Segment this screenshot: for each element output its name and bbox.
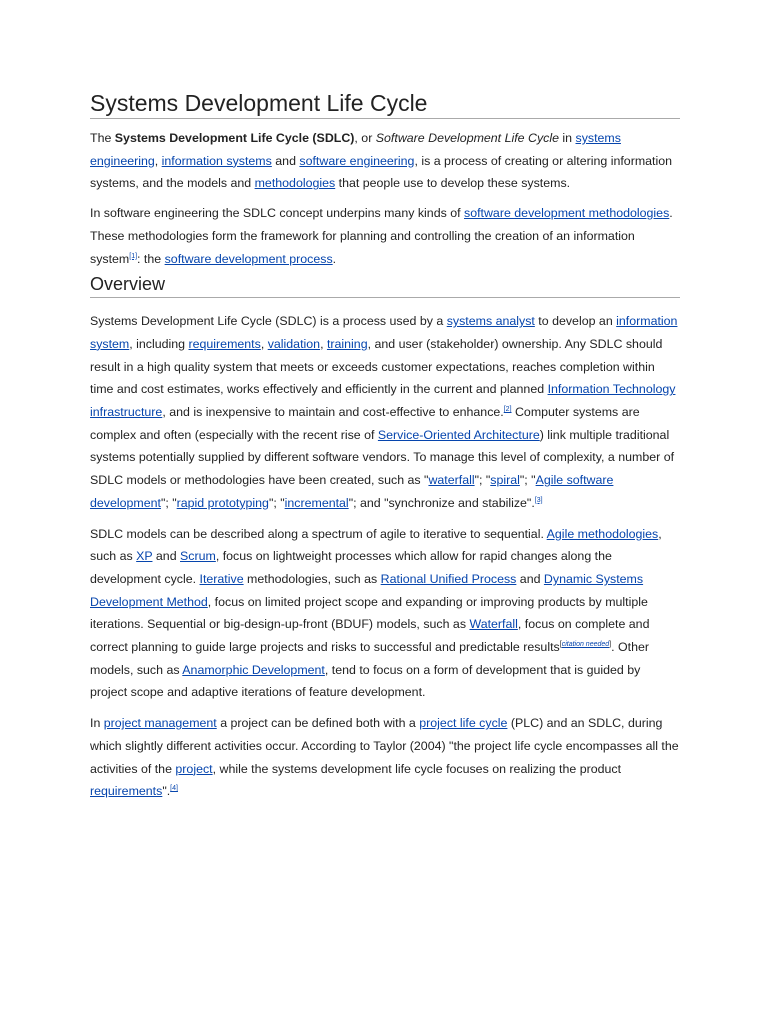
link-systems-analyst[interactable]: systems analyst — [446, 314, 535, 329]
link-agile-software-development[interactable]: Agile software development — [90, 473, 614, 510]
text: , — [260, 336, 268, 351]
link-project-life-cycle[interactable]: project life cycle — [419, 716, 508, 731]
text: SDLC models can be described along a spectrum of agile to iterative to sequential. — [90, 526, 547, 541]
link-project[interactable]: project — [175, 761, 213, 776]
reference-link-1[interactable]: [1] — [129, 252, 138, 260]
link-information-system[interactable]: information system — [90, 314, 678, 351]
section-heading-overview: Overview — [90, 272, 680, 298]
bracket: ] — [609, 641, 612, 649]
link-software-development-methodologies[interactable]: software development methodologies — [464, 206, 670, 221]
link-systems-engineering[interactable]: systems engineering — [90, 131, 621, 168]
text: , and user (stakeholder) ownership. Any SDLC should result in a high quality system that meets or exceeds customer expectations, reaches completion within time and cost estimates, works effectively and efficiently in the current and planned — [90, 336, 663, 397]
link-rational-unified-process[interactable]: Rational Unified Process — [380, 571, 517, 586]
overview-paragraph-2 — [90, 523, 680, 705]
link-scrum[interactable]: Scrum — [180, 549, 216, 564]
text: . — [332, 251, 337, 266]
text: "; " — [160, 495, 177, 510]
text: . Other models, such as — [90, 640, 649, 677]
citation-needed — [560, 641, 611, 648]
text: and — [516, 571, 544, 586]
text: . These methodologies form the framework for planning and controlling the creation of an information system — [90, 206, 673, 266]
overview-paragraph-3 — [90, 712, 680, 803]
link-software-engineering[interactable]: software engineering — [299, 153, 415, 168]
reference-link-3[interactable]: [3] — [534, 496, 543, 504]
link-validation[interactable]: validation — [267, 336, 321, 351]
reference-2 — [504, 406, 512, 413]
text: : the — [137, 251, 165, 266]
text: methodologies, such as — [243, 571, 381, 586]
link-anamorphic-development[interactable]: Anamorphic Development — [182, 662, 325, 677]
link-project-management[interactable]: project management — [103, 716, 217, 731]
text: that people use to develop these systems. — [335, 176, 571, 191]
reference-3 — [535, 497, 543, 504]
intro-paragraph-1 — [90, 127, 680, 195]
text: In — [90, 716, 104, 731]
link-agile-methodologies[interactable]: Agile methodologies — [546, 526, 659, 541]
text: , or — [354, 131, 376, 145]
text: , tend to focus on a form of development that is guided by project scope and adaptive iterations of feature development. — [90, 662, 641, 700]
reference-link-4[interactable]: [4] — [170, 785, 178, 793]
link-infrastructure[interactable]: infrastructure — [90, 405, 163, 420]
bold-term: Systems Development Life Cycle (SDLC) — [114, 131, 355, 145]
page-title: Systems Development Life Cycle — [90, 0, 680, 119]
text: ) link multiple traditional systems potentially supplied by different software vendors. To manage this level of complexity, a number of SDLC models or methodologies have been created, such as " — [90, 427, 675, 488]
link-waterfall-model[interactable]: Waterfall — [469, 617, 518, 632]
intro-paragraph-2 — [90, 202, 680, 270]
link-information-technology[interactable]: Information Technology — [547, 382, 676, 397]
link-requirements[interactable]: requirements — [188, 336, 261, 351]
text: In software engineering the SDLC concept underpins many kinds of — [90, 206, 465, 221]
text: Computer systems are complex and often (especially with the recent rise of — [90, 405, 640, 442]
link-software-development-process[interactable]: software development process — [164, 251, 333, 266]
link-training[interactable]: training — [326, 336, 368, 351]
bracket: [ — [559, 641, 562, 649]
text: and — [152, 549, 181, 564]
text: in — [558, 131, 576, 145]
text: , — [154, 153, 162, 168]
reference-link-2[interactable]: [2] — [503, 406, 512, 414]
text: , is a process of creating or altering information systems, and the models and — [90, 153, 673, 191]
link-spiral[interactable]: spiral — [490, 473, 520, 488]
link-rapid-prototyping[interactable]: rapid prototyping — [176, 495, 269, 510]
link-information-systems[interactable]: information systems — [161, 153, 272, 168]
article — [90, 0, 680, 803]
text: "; " — [519, 473, 536, 488]
link-iterative[interactable]: Iterative — [199, 571, 244, 586]
text: "; " — [268, 495, 285, 510]
link-waterfall[interactable]: waterfall — [428, 473, 475, 488]
overview-paragraph-1 — [90, 310, 680, 514]
link-xp[interactable]: XP — [136, 549, 153, 564]
text: , focus on lightweight processes which allow for rapid changes along the development cycle. — [90, 549, 612, 586]
citation-needed-link[interactable]: citation needed — [561, 641, 610, 649]
text: , and is inexpensive to maintain and cost-effective to enhance. — [162, 405, 504, 420]
text: , focus on complete and correct planning to guide large projects and risks to successful and predictable results — [90, 617, 650, 655]
text: , while the systems development life cycle focuses on realizing the product — [212, 761, 622, 776]
link-dynamic-systems-development-method[interactable]: Dynamic Systems Development Method — [90, 571, 644, 609]
link-product-requirements[interactable]: requirements — [90, 784, 163, 799]
link-methodologies[interactable]: methodologies — [254, 176, 336, 191]
text: (PLC) and an SDLC, during which slightly different activities occur. According to Taylor (2004) "the project life cycle encompasses all the activities of the — [90, 716, 679, 776]
link-incremental[interactable]: incremental — [284, 495, 349, 510]
text: The — [90, 131, 115, 145]
reference-1 — [129, 253, 137, 260]
text: , such as — [90, 526, 662, 564]
text: "; " — [474, 473, 491, 488]
text: to develop an — [534, 314, 617, 329]
reference-4 — [170, 785, 178, 792]
text: , including — [129, 336, 189, 351]
text: Systems Development Life Cycle (SDLC) is a process used by a — [90, 314, 447, 329]
text: ". — [162, 784, 171, 799]
text: "; and "synchronize and stabilize". — [348, 495, 535, 510]
text: and — [271, 153, 300, 168]
link-service-oriented-architecture[interactable]: Service-Oriented Architecture — [377, 427, 540, 442]
text: , focus on limited project scope and expanding or improving products by multiple iterations. Sequential or big-design-up-front (BDUF) models, such as — [90, 594, 648, 632]
text: , — [320, 336, 327, 351]
text: a project can be defined both with a — [216, 716, 420, 731]
italic-term: Software Development Life Cycle — [375, 131, 559, 145]
